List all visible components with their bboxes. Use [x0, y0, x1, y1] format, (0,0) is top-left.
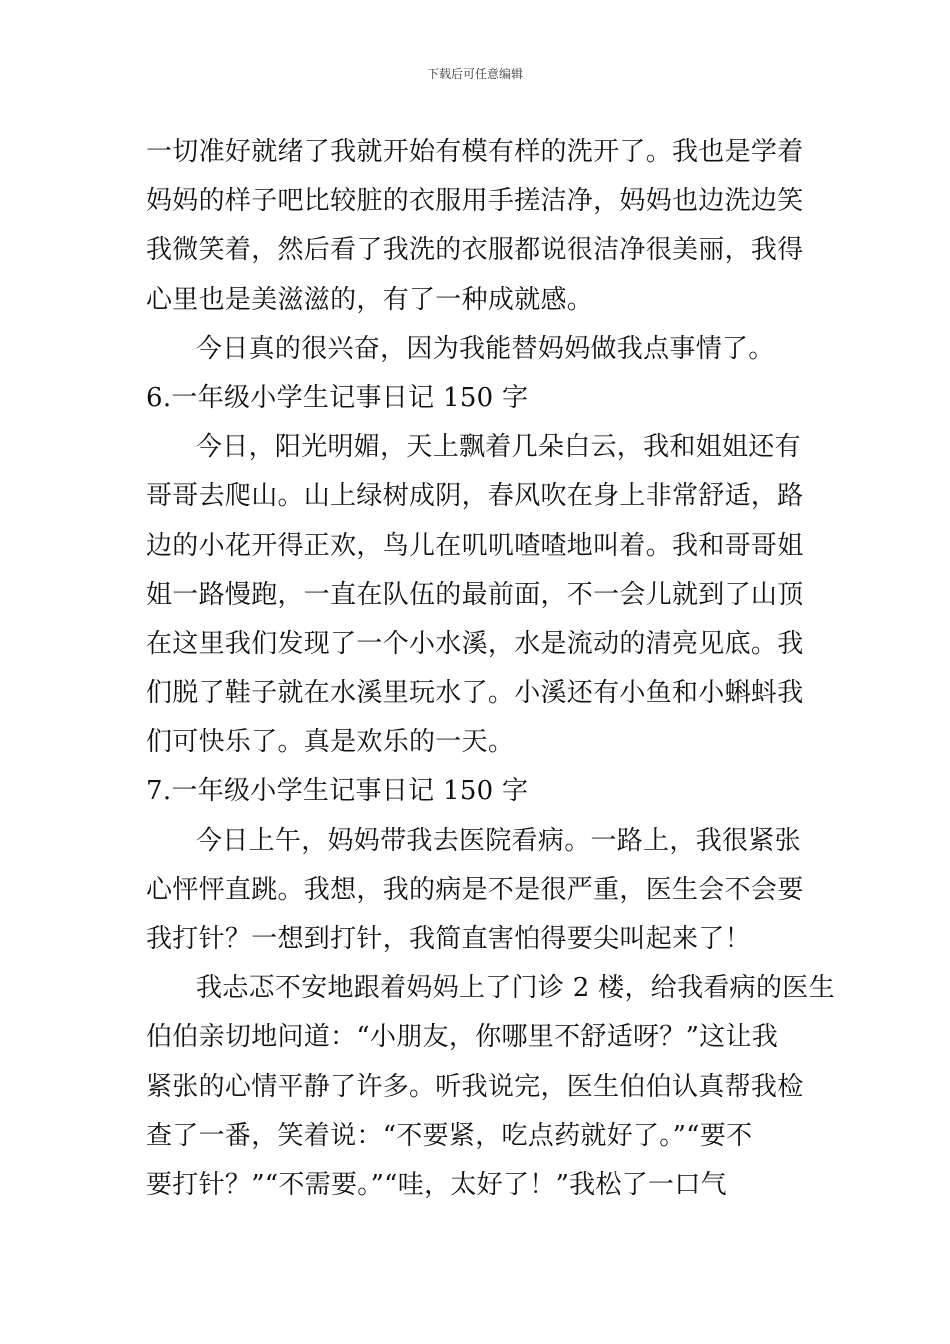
section-heading: 7.一年级小学生记事日记 150 字 — [146, 776, 529, 807]
text-line: 紧张的心情平静了许多。听我说完，医生伯伯认真帮我检 — [146, 1071, 804, 1102]
text-line: 在这里我们发现了一个小水溪，水是流动的清亮见底。我 — [146, 628, 804, 659]
text-line: 我打针？一想到打针，我简直害怕得要尖叫起来了！ — [146, 924, 751, 954]
text-line: 心里也是美滋滋的，有了一种成就感。 — [146, 284, 594, 315]
text-line: 我微笑着，然后看了我洗的衣服都说很洁净很美丽，我得 — [146, 235, 804, 266]
page-header: 下载后可任意编辑 — [426, 67, 523, 81]
text-line: 边的小花开得正欢，鸟儿在叽叽喳喳地叫着。我和哥哥姐 — [146, 530, 804, 561]
text-line: 们可快乐了。真是欢乐的一天。 — [146, 727, 515, 758]
text-line: 今日上午，妈妈带我去医院看病。一路上，我很紧张 — [196, 825, 801, 856]
text-line: 姐一路慢跑，一直在队伍的最前面，不一会儿就到了山顶 — [146, 579, 804, 610]
text-line: 们脱了鞋子就在水溪里玩水了。小溪还有小鱼和小蝌蚪我 — [146, 678, 804, 709]
text-line: 今日真的很兴奋，因为我能替妈妈做我点事情了。 — [196, 333, 775, 364]
text-line: 一切准好就绪了我就开始有模有样的洗开了。我也是学着 — [146, 137, 804, 167]
text-line: 查了一番，笑着说：“不要紧，吃点药就好了。”“要不 — [146, 1120, 753, 1151]
text-line: 伯伯亲切地问道：“小朋友，你哪里不舒适呀？”这让我 — [146, 1022, 779, 1053]
text-line: 我忐忑不安地跟着妈妈上了门诊 2 楼，给我看病的医生 — [196, 973, 835, 1004]
text-line: 今日，阳光明媚，天上飘着几朵白云，我和姐姐还有 — [196, 432, 801, 463]
text-line: 要打针？”“不需要。”“哇，太好了！”我松了一口气 — [146, 1169, 727, 1200]
text-line: 妈妈的样子吧比较脏的衣服用手搓洁净，妈妈也边洗边笑 — [146, 186, 804, 217]
document-body — [146, 128, 835, 1210]
text-line: 哥哥去爬山。山上绿树成阴，春风吹在身上非常舒适，路 — [146, 481, 804, 512]
section-heading: 6.一年级小学生记事日记 150 字 — [146, 382, 529, 413]
text-line: 心怦怦直跳。我想，我的病是不是很严重，医生会不会要 — [146, 874, 804, 905]
